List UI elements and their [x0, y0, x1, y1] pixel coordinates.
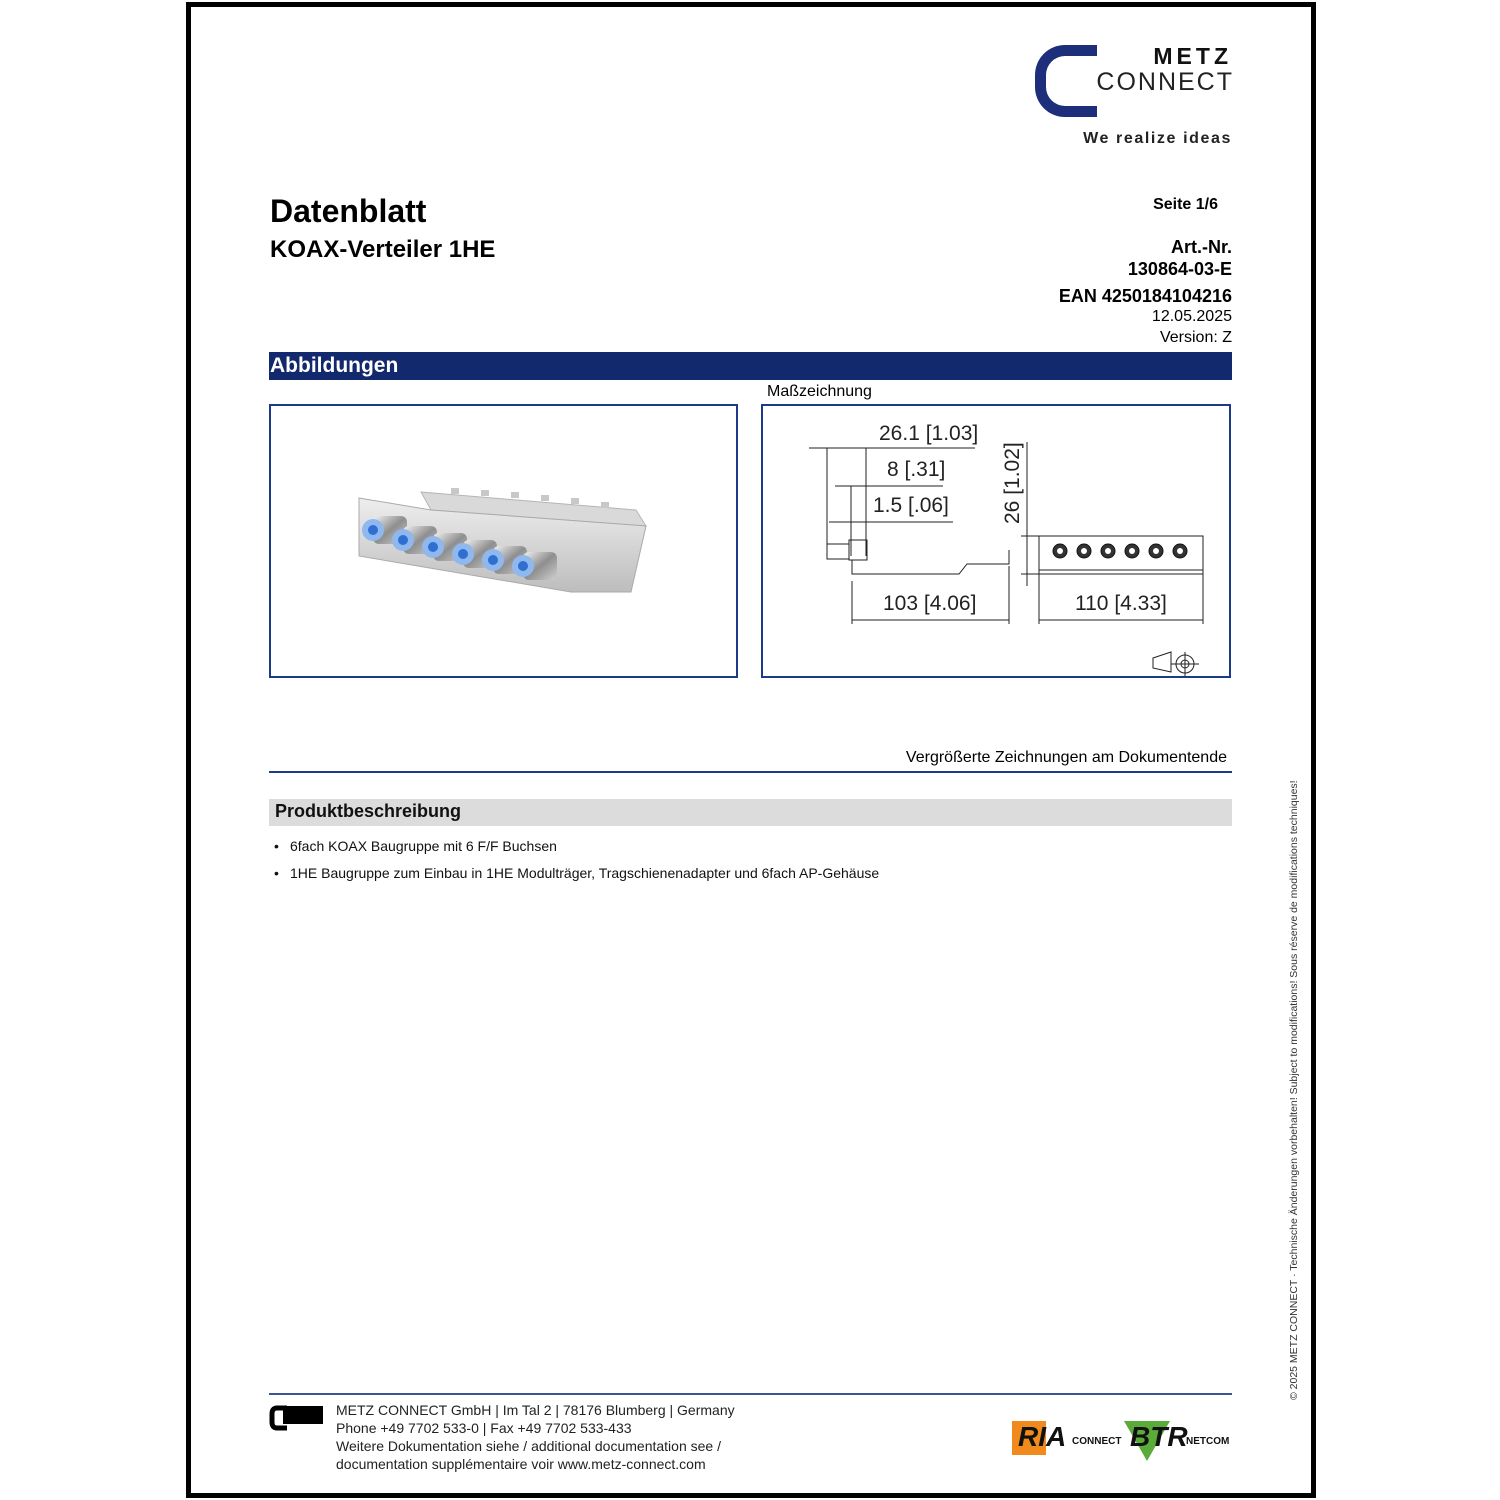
- ria-main: RIA: [1018, 1421, 1067, 1452]
- document-title: Datenblatt: [270, 193, 427, 229]
- page-number: Seite 1/6: [1153, 196, 1218, 213]
- drawing-label: Maßzeichnung: [767, 383, 872, 400]
- dim-26-1: 26.1 [1.03]: [879, 422, 979, 445]
- dim-110: 110 [4.33]: [1075, 592, 1167, 615]
- dim-1-5: 1.5 [.06]: [873, 494, 949, 517]
- document-date: 12.05.2025: [1151, 308, 1232, 325]
- btr-main: BTR: [1130, 1421, 1188, 1452]
- dimension-drawing: [763, 406, 1229, 676]
- btr-sub: NETCOM: [1186, 1436, 1230, 1447]
- product-photo-frame: [269, 404, 738, 678]
- ean-number: EAN 4250184104216: [1058, 286, 1232, 306]
- dim-8: 8 [.31]: [887, 458, 946, 481]
- footer-address: METZ CONNECT GmbH | Im Tal 2 | 78176 Blumberg | Germany: [336, 1402, 735, 1418]
- article-number-label: Art.-Nr.: [1170, 237, 1232, 257]
- product-title: KOAX-Verteiler 1HE: [270, 236, 496, 263]
- enlarged-drawings-note: Vergrößerte Zeichnungen am Dokumentende: [905, 749, 1227, 766]
- copyright-side-note: © 2025 METZ CONNECT · Technische Änderungen vorbehalten! Subject to modifications! Sous réserve de modifications techniques!: [1288, 780, 1300, 1400]
- footer-logo-icon: [269, 1405, 323, 1431]
- section-heading-text: Abbildungen: [270, 354, 399, 377]
- list-item: • 6fach KOAX Baugruppe mit 6 F/F Buchsen: [274, 838, 557, 854]
- list-item: • 1HE Baugruppe zum Einbau in 1HE Modulträger, Tragschienenadapter und 6fach AP-Gehäuse: [274, 865, 880, 881]
- product-photo: [271, 406, 736, 676]
- list-item-text: 1HE Baugruppe zum Einbau in 1HE Modulträger, Tragschienenadapter und 6fach AP-Gehäuse: [290, 865, 880, 881]
- dim-103: 103 [4.06]: [883, 592, 977, 615]
- dimension-drawing-frame: [761, 404, 1231, 678]
- divider: [269, 771, 1232, 773]
- logo-tagline: We realize ideas: [1083, 130, 1232, 147]
- logo-metz: METZ: [1153, 43, 1232, 69]
- section-heading-produktbeschreibung: [269, 799, 1232, 826]
- document-version: Version: Z: [1159, 329, 1232, 346]
- logo-connect: CONNECT: [1096, 68, 1234, 96]
- section-heading-abbildungen: [269, 352, 1232, 380]
- ria-sub: CONNECT: [1072, 1436, 1122, 1447]
- list-item-text: 6fach KOAX Baugruppe mit 6 F/F Buchsen: [290, 838, 557, 854]
- footer-phone: Phone +49 7702 533-0 | Fax +49 7702 533-433: [336, 1420, 632, 1436]
- section-heading-text: Produktbeschreibung: [275, 801, 462, 821]
- footer-divider: [269, 1393, 1232, 1395]
- dim-26: 26 [1.02]: [1001, 442, 1024, 524]
- footer-docs-line2[interactable]: documentation supplémentaire voir www.metz-connect.com: [336, 1456, 706, 1472]
- article-number: 130864-03-E: [1127, 259, 1232, 279]
- footer-docs-line1: Weitere Dokumentation siehe / additional documentation see /: [336, 1438, 721, 1454]
